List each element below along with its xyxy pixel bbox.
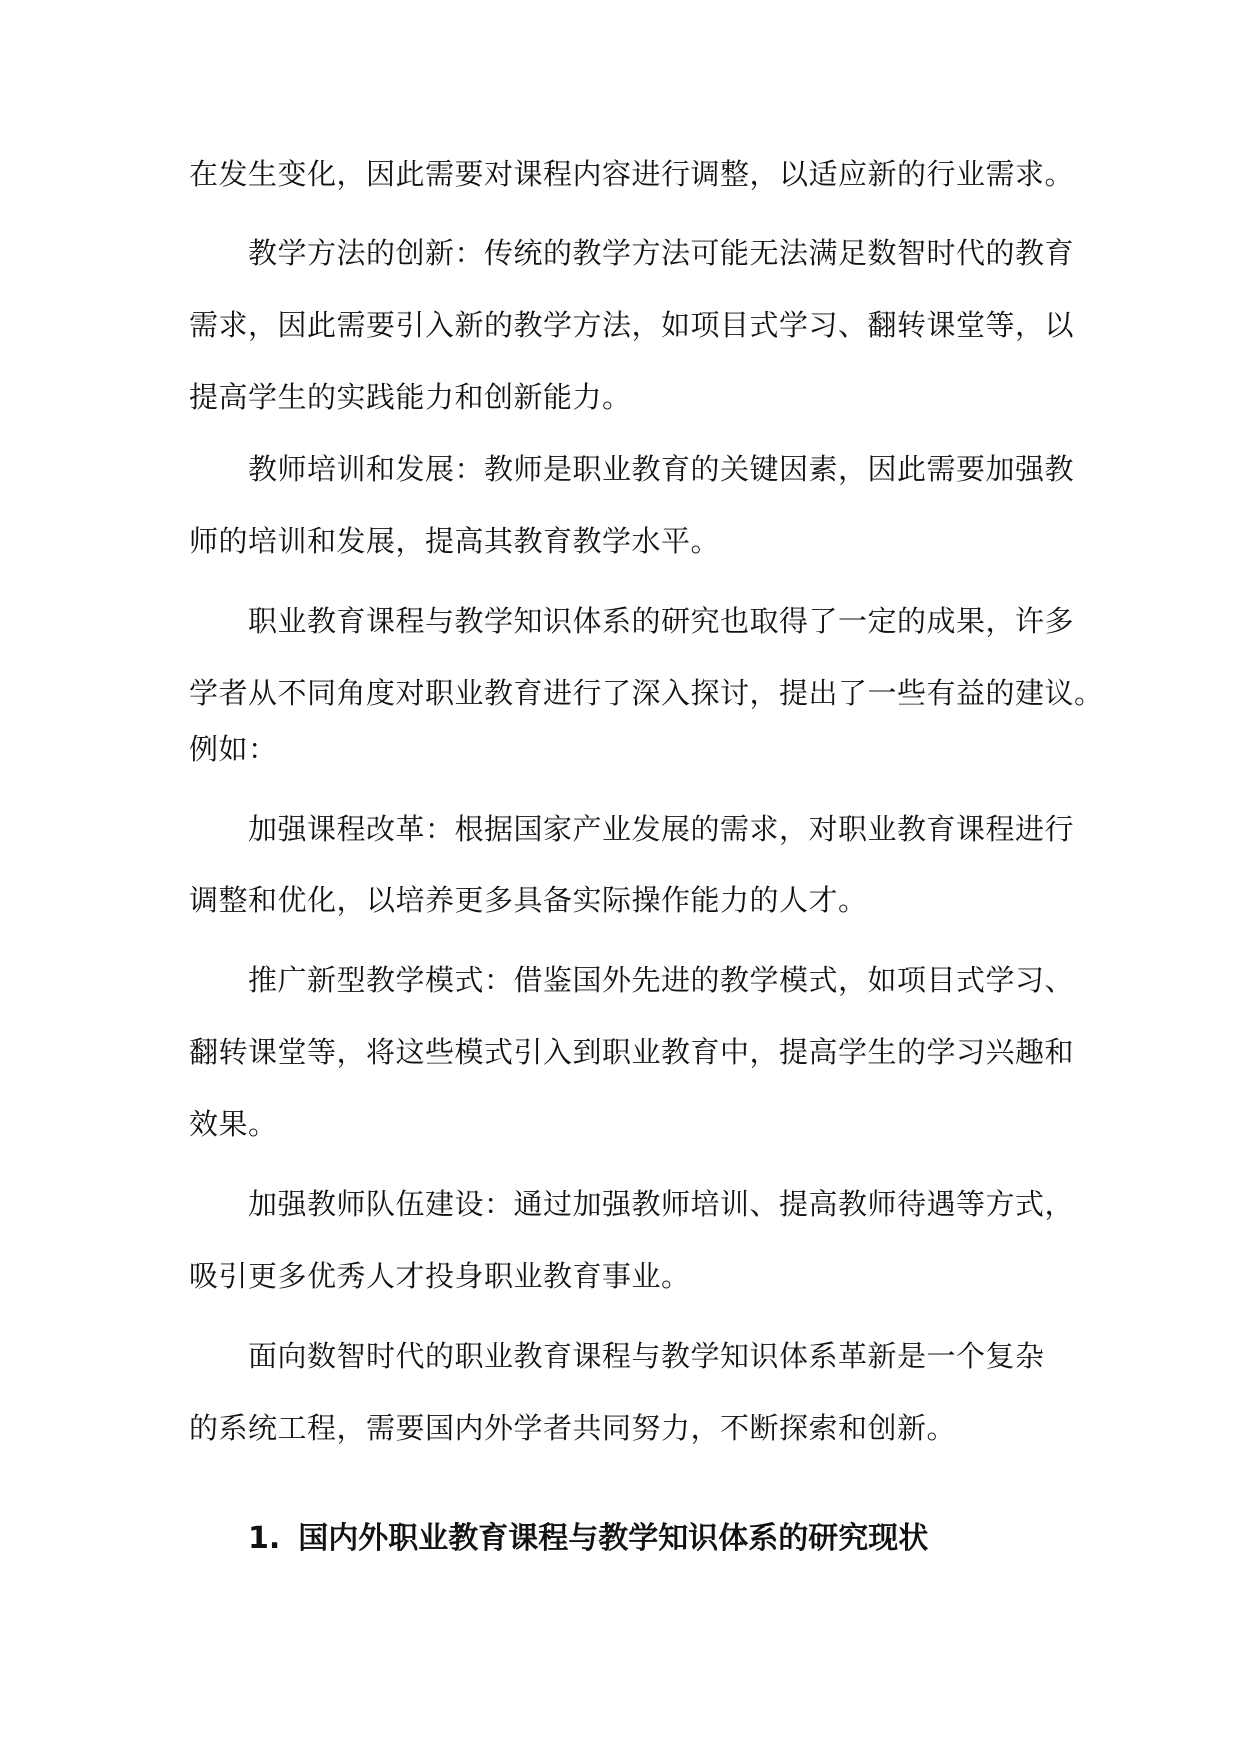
paragraph-first-line: 加强教师队伍建设：通过加强教师培训、提高教师待遇等方式， [248, 1187, 1075, 1221]
body-line: 在发生变化，因此需要对课程内容进行调整，以适应新的行业需求。 [189, 157, 1075, 191]
body-line: 吸引更多优秀人才投身职业教育事业。 [189, 1259, 691, 1293]
paragraph-first-line: 推广新型教学模式：借鉴国外先进的教学模式，如项目式学习、 [248, 963, 1075, 997]
body-line: 的系统工程，需要国内外学者共同努力，不断探索和创新。 [189, 1411, 957, 1445]
section-heading-text: 国内外职业教育课程与教学知识体系的研究现状 [298, 1521, 929, 1556]
paragraph-first-line: 面向数智时代的职业教育课程与教学知识体系革新是一个复杂 [248, 1339, 1045, 1373]
body-line: 需求，因此需要引入新的教学方法，如项目式学习、翻转课堂等，以 [189, 308, 1075, 342]
body-line: 提高学生的实践能力和创新能力。 [189, 380, 632, 414]
paragraph-first-line: 加强课程改革：根据国家产业发展的需求，对职业教育课程进行 [248, 812, 1075, 846]
paragraph-first-line: 教学方法的创新：传统的教学方法可能无法满足数智时代的教育 [248, 236, 1075, 270]
body-line: 例如： [189, 732, 278, 766]
body-line: 效果。 [189, 1107, 278, 1141]
paragraph-first-line: 教师培训和发展：教师是职业教育的关键因素，因此需要加强教 [248, 452, 1075, 486]
section-heading-number: 1. [248, 1521, 281, 1556]
body-line: 翻转课堂等，将这些模式引入到职业教育中，提高学生的学习兴趣和 [189, 1035, 1075, 1069]
section-heading [248, 1519, 928, 1559]
body-line: 学者从不同角度对职业教育进行了深入探讨，提出了一些有益的建议。 [189, 676, 1104, 710]
paragraph-first-line: 职业教育课程与教学知识体系的研究也取得了一定的成果，许多 [248, 604, 1075, 638]
body-line: 师的培训和发展，提高其教育教学水平。 [189, 524, 721, 558]
body-line: 调整和优化，以培养更多具备实际操作能力的人才。 [189, 883, 868, 917]
